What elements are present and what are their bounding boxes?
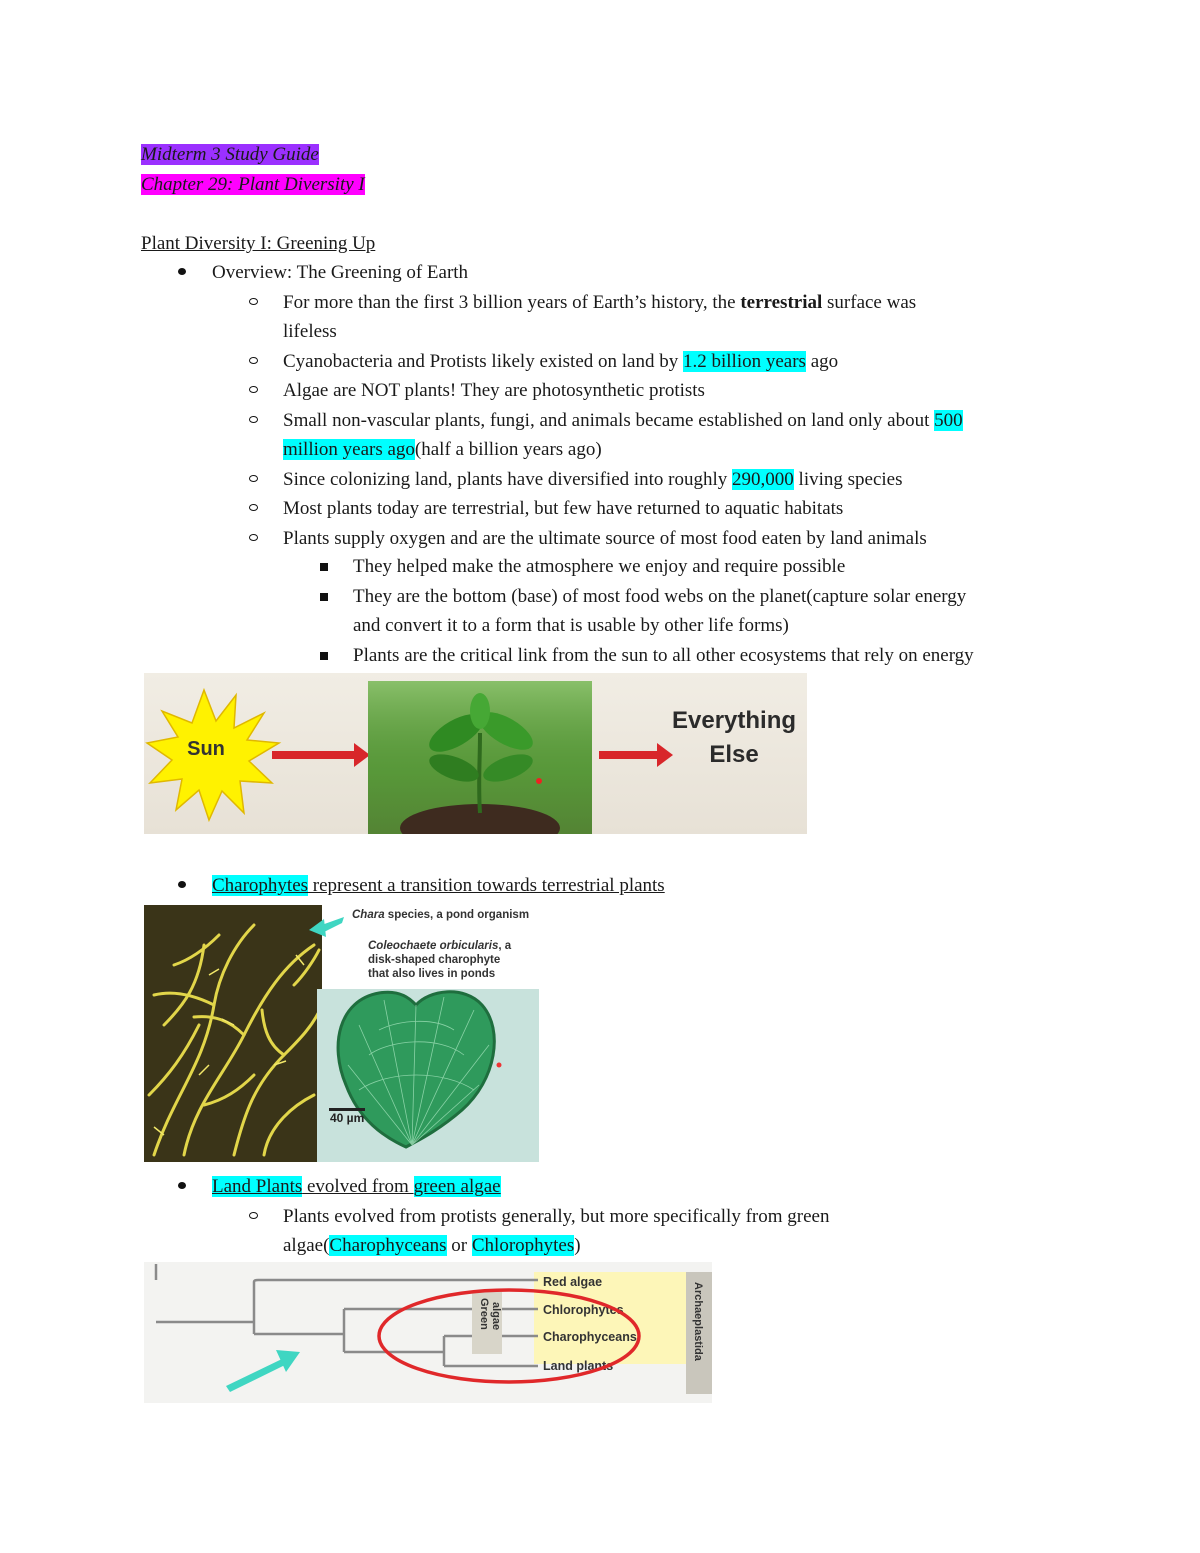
red-algae-label: Red algae <box>543 1275 603 1289</box>
chapter-heading: Chapter 29: Plant Diversity I <box>141 174 365 195</box>
chara-caption: Chara species, a pond organism <box>352 909 530 921</box>
list-item-continuation: algae(Charophyceans or Chlorophytes) <box>283 1235 581 1256</box>
square-bullet-icon <box>320 593 328 601</box>
circle-bullet-icon <box>249 357 258 364</box>
sun-plant-figure <box>144 673 807 834</box>
svg-text:algae: algae <box>490 1302 502 1331</box>
archaeplastida-label: Archaeplastida <box>692 1282 704 1361</box>
charophyte-figure <box>144 905 539 1162</box>
list-item: They are the bottom (base) of most food webs on the planet(capture solar energy <box>353 586 967 607</box>
bullet-icon <box>178 881 186 888</box>
overview-item: Overview: The Greening of Earth <box>212 262 469 283</box>
bullet-icon <box>178 268 186 275</box>
land-plants-label: Land plants <box>543 1359 614 1373</box>
list-item: They helped make the atmosphere we enjoy and require possible <box>353 556 846 577</box>
everything-label: Everything <box>671 707 797 734</box>
scale-label: 40 µm <box>330 1111 365 1125</box>
charophyceans-label: Charophyceans <box>543 1330 637 1344</box>
list-item: For more than the first 3 billion years of Earth’s history, the terrestrial surface was <box>283 292 917 313</box>
svg-text:disk-shaped charophyte: disk-shaped charophyte <box>368 954 501 966</box>
land-plants-item: Land Plants evolved from green algae <box>212 1176 501 1197</box>
list-item: Small non-vascular plants, fungi, and animals became established on land only about 500 <box>283 410 963 431</box>
list-item-continuation: and convert it to a form that is usable by other life forms) <box>353 615 789 636</box>
svg-text:that also lives in ponds: that also lives in ponds <box>368 968 496 980</box>
document-title: Midterm 3 Study Guide <box>141 144 319 165</box>
charophytes-item: Charophytes represent a transition towards terrestrial plants <box>212 875 665 896</box>
section-heading: Plant Diversity I: Greening Up <box>141 233 376 254</box>
circle-bullet-icon <box>249 386 258 393</box>
arrow-icon <box>226 1350 300 1392</box>
list-item: Plants supply oxygen and are the ultimate source of most food eaten by land animals <box>283 528 927 549</box>
circle-bullet-icon <box>249 475 258 482</box>
else-label: Else <box>709 741 759 768</box>
circle-bullet-icon <box>249 534 258 541</box>
square-bullet-icon <box>320 652 328 660</box>
sun-plant-diagram <box>144 673 807 834</box>
phylogeny-figure <box>144 1262 712 1403</box>
phylogeny-tree <box>144 1262 712 1403</box>
sun-label: Sun <box>187 738 225 760</box>
list-item: Algae are NOT plants! They are photosynthetic protists <box>283 380 705 401</box>
coleochaete-caption: Coleochaete orbicularis, a <box>368 940 512 952</box>
list-item: Most plants today are terrestrial, but few have returned to aquatic habitats <box>283 498 844 519</box>
list-item: Plants evolved from protists generally, but more specifically from green <box>283 1206 830 1227</box>
list-item-continuation: lifeless <box>283 321 337 342</box>
svg-text:Green: Green <box>478 1298 490 1330</box>
circle-bullet-icon <box>249 1212 258 1219</box>
circle-bullet-icon <box>249 416 258 423</box>
chlorophytes-label: Chlorophytes <box>543 1303 624 1317</box>
list-item: Cyanobacteria and Protists likely existed on land by 1.2 billion years ago <box>283 351 839 372</box>
list-item: Since colonizing land, plants have diversified into roughly 290,000 living species <box>283 469 903 490</box>
scale-bar <box>329 1108 365 1111</box>
list-item-continuation: million years ago(half a billion years ago) <box>283 439 602 460</box>
arrow-right-icon <box>599 743 673 767</box>
charophyte-photos <box>144 905 539 1162</box>
circle-bullet-icon <box>249 298 258 305</box>
list-item: Plants are the critical link from the sun to all other ecosystems that rely on energy <box>353 645 974 666</box>
square-bullet-icon <box>320 563 328 571</box>
arrow-right-icon <box>272 743 370 767</box>
circle-bullet-icon <box>249 504 258 511</box>
chara-photo <box>144 905 322 1162</box>
bullet-icon <box>178 1182 186 1189</box>
